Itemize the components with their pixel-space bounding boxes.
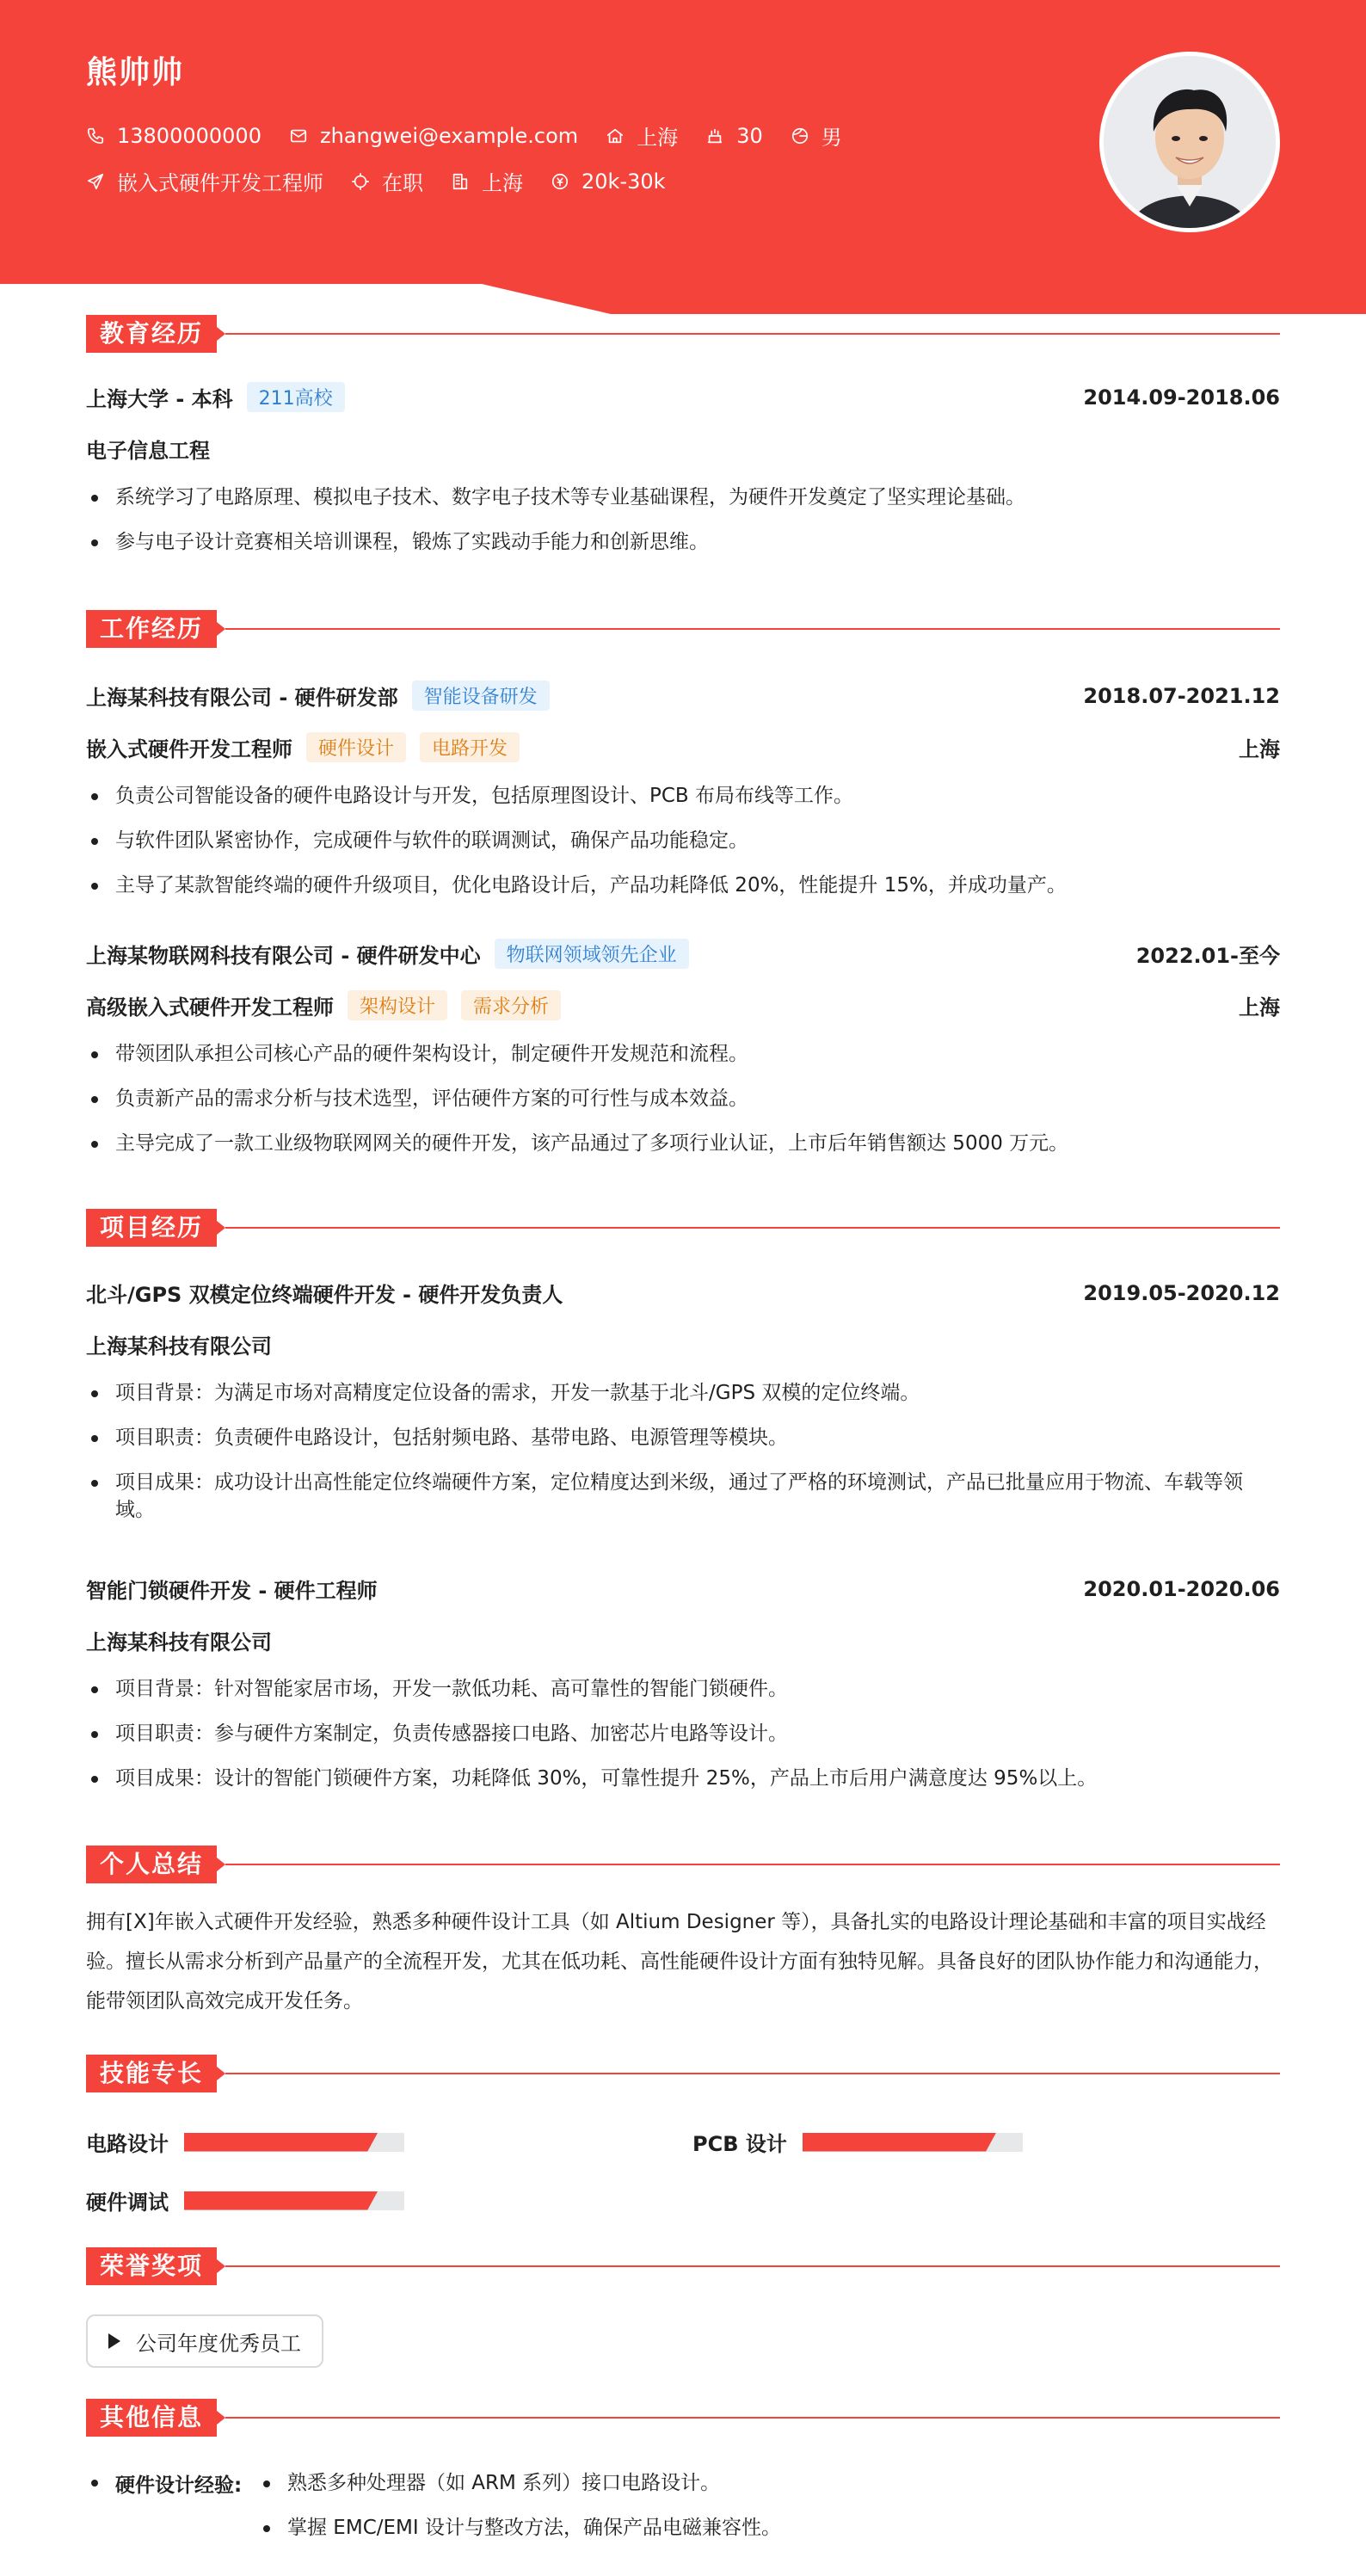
section-tip	[217, 2259, 225, 2273]
email-text: zhangwei@example.com	[319, 123, 579, 148]
section-title: 项目经历	[86, 1209, 217, 1247]
company-name: 上海某科技有限公司 - 硬件研发部	[86, 686, 398, 710]
project-date: 2019.05-2020.12	[1083, 1280, 1280, 1305]
skill-fill	[184, 2133, 378, 2152]
section-tip	[217, 327, 225, 341]
work-location: 上海	[1239, 995, 1280, 1020]
status-text: 在职	[382, 171, 423, 195]
role-tag: 需求分析	[461, 990, 561, 1020]
section-header	[86, 315, 1280, 353]
work-date: 2018.07-2021.12	[1083, 683, 1280, 708]
work-section	[86, 610, 1280, 1161]
section-tip	[217, 1858, 225, 1871]
other-label: 硬件设计经验:	[86, 2469, 242, 2498]
resume-header	[0, 0, 1366, 318]
other-list	[258, 2469, 1204, 2559]
project-bullets	[86, 1675, 1280, 1809]
skill-name: 电路设计	[86, 2132, 169, 2156]
list-item: 主导完成了一款工业级物联网网关的硬件开发，该产品通过了多项行业认证，上市后年销售额达 5000 万元。	[86, 1130, 1280, 1157]
work-date: 2022.01-至今	[1135, 944, 1280, 968]
gender-item	[791, 120, 842, 151]
city-item	[451, 166, 523, 196]
list-item: 掌握 EMC/EMI 设计与整改方法，确保产品电磁兼容性。	[258, 2514, 1204, 2542]
home-icon	[606, 126, 625, 145]
salary-item	[551, 169, 666, 194]
company-tag: 物联网领域领先企业	[495, 939, 689, 969]
section-line	[225, 333, 1280, 335]
contact-row	[86, 120, 870, 151]
project-company-row	[86, 1625, 1280, 1655]
section-title: 技能专长	[86, 2055, 217, 2092]
skill-item	[692, 2127, 1023, 2157]
school-tag: 211高校	[247, 382, 345, 412]
skill-name: PCB 设计	[692, 2132, 787, 2156]
work-company-row	[86, 939, 1280, 969]
section-title: 个人总结	[86, 1846, 217, 1883]
skill-bar	[184, 2191, 404, 2210]
list-item: 项目职责：负责硬件电路设计，包括射频电路、基带电路、电源管理等模块。	[86, 1424, 1280, 1451]
gender-icon	[791, 126, 809, 145]
city-text: 上海	[482, 171, 523, 195]
list-item: 项目成果：成功设计出高性能定位终端硬件方案，定位精度达到米级，通过了严格的环境测试，产品已批量应用于物流、车载等领域。	[86, 1469, 1280, 1524]
role-tag: 电路开发	[420, 732, 520, 762]
work-location: 上海	[1239, 737, 1280, 761]
section-header	[86, 2399, 1280, 2437]
salary-text: 20k-30k	[581, 169, 666, 194]
job-title-text: 嵌入式硬件开发工程师	[117, 171, 323, 195]
education-date: 2014.09-2018.06	[1083, 385, 1280, 410]
section-line	[225, 2417, 1280, 2419]
skill-fill	[184, 2191, 378, 2210]
summary-text: 拥有[X]年嵌入式硬件开发经验，熟悉多种硬件设计工具（如 Altium Designer 等），具备扎实的电路设计理论基础和丰富的项目实战经验。擅长从需求分析到产品量产的全流程开发，尤其在低功耗、高性能硬件设计方面有独特见解。具备良好的团队协作能力和沟通能力，能带领团队高效完成开发任务。	[86, 1911, 1273, 2012]
section-tip	[217, 622, 225, 636]
age-icon	[705, 126, 724, 145]
list-item: 项目背景：为满足市场对高精度定位设备的需求，开发一款基于北斗/GPS 双模的定位终端。	[86, 1379, 1280, 1407]
project-company: 上海某科技有限公司	[86, 1630, 272, 1655]
school-name: 上海大学 - 本科	[86, 387, 233, 411]
section-line	[225, 2265, 1280, 2267]
project-title: 智能门锁硬件开发 - 硬件工程师	[86, 1579, 378, 1603]
list-item: 主导了某款智能终端的硬件升级项目，优化电路设计后，产品功耗降低 20%，性能提升 15%，并成功量产。	[86, 872, 1280, 899]
list-item: 负责新产品的需求分析与技术选型，评估硬件方案的可行性与成本效益。	[86, 1085, 1280, 1112]
role-tag: 架构设计	[348, 990, 447, 1020]
work-bullets	[86, 1040, 1280, 1174]
send-icon	[86, 172, 105, 191]
play-icon	[108, 2333, 120, 2349]
section-title: 荣誉奖项	[86, 2247, 217, 2285]
phone-item	[86, 124, 262, 148]
role-name: 嵌入式硬件开发工程师	[86, 737, 292, 761]
age-text: 30	[736, 123, 763, 148]
company-name: 上海某物联网科技有限公司 - 硬件研发中心	[86, 944, 481, 968]
list-item: 负责公司智能设备的硬件电路设计与开发，包括原理图设计、PCB 布局布线等工作。	[86, 782, 1280, 810]
skill-name: 硬件调试	[86, 2191, 169, 2215]
section-title: 工作经历	[86, 610, 217, 648]
section-line	[225, 1227, 1280, 1229]
section-line	[225, 2073, 1280, 2074]
skills-section	[86, 2055, 1280, 2227]
section-header	[86, 610, 1280, 648]
skill-item	[86, 2127, 404, 2157]
job-title-item	[86, 166, 323, 196]
section-header	[86, 2055, 1280, 2092]
major-row	[86, 434, 1280, 464]
list-item: 项目背景：针对智能家居市场，开发一款低功耗、高可靠性的智能门锁硬件。	[86, 1675, 1280, 1703]
summary-section	[86, 1846, 1280, 2035]
other-section	[86, 2399, 1280, 2571]
work-role-row	[86, 990, 1280, 1020]
location-text: 上海	[637, 126, 679, 150]
salary-icon	[551, 172, 569, 191]
avatar	[1099, 52, 1280, 232]
list-item: 项目成果：设计的智能门锁硬件方案，功耗降低 30%，可靠性提升 25%，产品上市后用户满意度达 95%以上。	[86, 1765, 1280, 1792]
list-item: 与软件团队紧密协作，完成硬件与软件的联调测试，确保产品功能稳定。	[86, 827, 1280, 854]
location-item	[606, 120, 678, 151]
email-item	[289, 124, 578, 148]
work-bullets	[86, 782, 1280, 916]
role-tag: 硬件设计	[306, 732, 406, 762]
company-tag: 智能设备研发	[412, 681, 550, 711]
skill-bar	[803, 2133, 1023, 2152]
skill-fill	[803, 2133, 996, 2152]
major-name: 电子信息工程	[86, 439, 210, 463]
award-badge	[86, 2314, 323, 2368]
gender-text: 男	[821, 126, 842, 150]
work-role-row	[86, 732, 1280, 762]
age-item	[705, 124, 763, 148]
skill-bar	[184, 2133, 404, 2152]
project-title-row	[86, 1278, 1280, 1308]
skill-item	[86, 2185, 404, 2215]
section-line	[225, 628, 1280, 630]
education-section	[86, 315, 1280, 573]
section-tip	[217, 1221, 225, 1235]
section-header	[86, 1209, 1280, 1247]
candidate-name: 熊帅帅	[86, 55, 185, 90]
awards-section	[86, 2247, 1280, 2376]
section-line	[225, 1864, 1280, 1865]
list-item: 熟悉多种处理器（如 ARM 系列）接口电路设计。	[258, 2469, 1204, 2497]
status-item	[351, 166, 423, 196]
section-header	[86, 1846, 1280, 1883]
section-tip	[217, 2067, 225, 2080]
project-section	[86, 1209, 1280, 1811]
mail-icon	[289, 126, 308, 145]
project-company: 上海某科技有限公司	[86, 1334, 272, 1359]
phone-text: 13800000000	[117, 123, 262, 148]
project-bullets	[86, 1379, 1280, 1541]
education-bullets	[86, 484, 1280, 573]
project-company-row	[86, 1329, 1280, 1359]
list-item: 项目职责：参与硬件方案制定，负责传感器接口电路、加密芯片电路等设计。	[86, 1720, 1280, 1747]
project-title: 北斗/GPS 双模定位终端硬件开发 - 硬件开发负责人	[86, 1283, 563, 1307]
education-heading-row	[86, 382, 1280, 412]
building-icon	[451, 172, 470, 191]
section-tip	[217, 2411, 225, 2425]
list-item: 系统学习了电路原理、模拟电子技术、数字电子技术等专业基础课程，为硬件开发奠定了坚实理论基础。	[86, 484, 1280, 511]
list-item: 带领团队承担公司核心产品的硬件架构设计，制定硬件开发规范和流程。	[86, 1040, 1280, 1068]
avatar-portrait	[1104, 56, 1276, 228]
work-company-row	[86, 681, 1280, 711]
award-text: 公司年度优秀员工	[136, 2331, 301, 2356]
phone-icon	[86, 126, 105, 145]
section-header	[86, 2247, 1280, 2285]
section-title: 其他信息	[86, 2399, 217, 2437]
role-name: 高级嵌入式硬件开发工程师	[86, 995, 334, 1020]
project-title-row	[86, 1574, 1280, 1604]
section-title: 教育经历	[86, 315, 217, 353]
status-icon	[351, 172, 370, 191]
job-intent-row	[86, 166, 693, 196]
project-date: 2020.01-2020.06	[1083, 1576, 1280, 1601]
list-item: 参与电子设计竞赛相关培训课程，锻炼了实践动手能力和创新思维。	[86, 528, 1280, 556]
